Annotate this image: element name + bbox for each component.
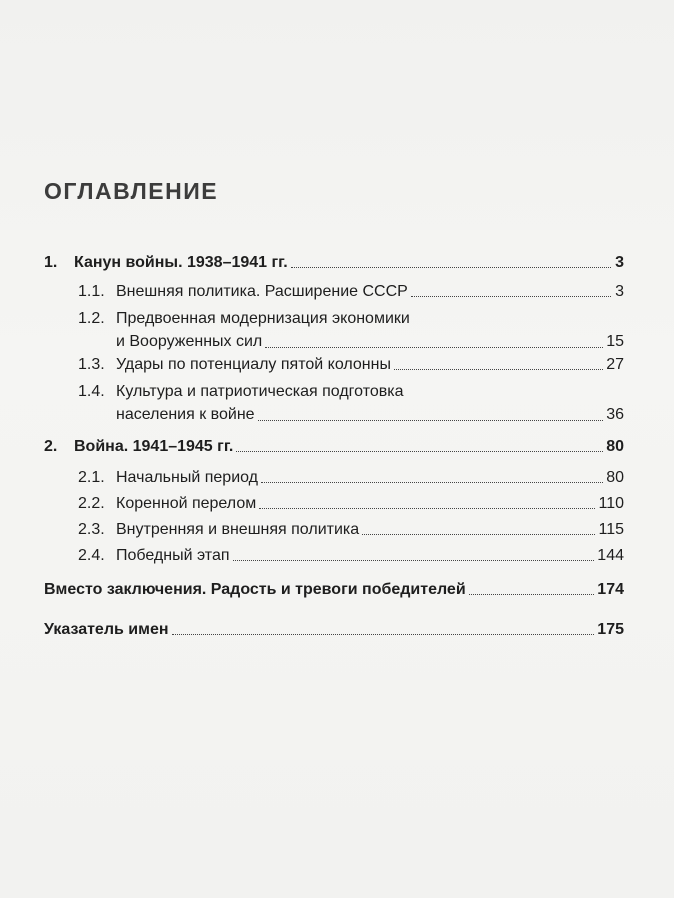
section-number: 1.1. [78,283,105,300]
page-number: 15 [606,333,624,350]
page-number: 80 [606,469,624,486]
page-number: 144 [597,547,624,564]
page-number: 110 [598,495,624,512]
section-title: Удары по потенциалу пятой колонны [116,356,391,373]
index-title: Указатель имен [44,621,169,638]
page-number: 27 [606,356,624,373]
section-number: 1.4. [78,383,105,400]
dot-leader [233,560,595,561]
page-number: 36 [606,406,624,423]
chapter-number: 2. [44,438,58,455]
toc-index[interactable] [44,620,624,640]
dot-leader [236,451,603,452]
chapter-title: Канун войны. 1938–1941 гг. [74,254,288,271]
dot-leader [469,594,595,595]
conclusion-title: Вместо заключения. Радость и тревоги победителей [44,581,466,598]
dot-leader [172,634,595,635]
section-title: Внешняя политика. Расширение СССР [116,283,408,300]
page-number: 80 [606,438,624,455]
section-title: Победный этап [116,547,230,564]
section-number: 2.4. [78,547,105,564]
page-number: 3 [615,254,624,271]
dot-leader [394,369,603,370]
section-title: Начальный период [116,469,259,486]
page-title: ОГЛАВЛЕНИЕ [44,178,219,204]
section-title: Внутренняя и внешняя политика [116,521,360,538]
page-number: 115 [598,521,624,538]
dot-leader [259,508,595,509]
toc-section-1-4[interactable] [44,380,624,426]
section-title-line1: Предвоенная модернизация экономики [116,310,410,327]
toc-section-1-3[interactable] [44,355,624,375]
section-number: 2.1. [78,469,105,486]
toc-section-2-4[interactable] [44,546,624,566]
section-title: Коренной перелом [116,495,257,512]
dot-leader [411,296,611,297]
section-title-line2: и Вооруженных сил [116,333,263,350]
dot-leader [362,534,595,535]
dot-leader [258,420,604,421]
page-number: 175 [597,621,624,638]
section-number: 2.2. [78,495,105,512]
toc-section-1-2[interactable] [44,307,624,353]
toc-conclusion[interactable] [44,580,624,600]
section-title-line1: Культура и патриотическая подготовка [116,383,404,400]
toc-section-2-2[interactable] [44,494,624,514]
section-title-line2: населения к войне [116,406,255,423]
toc-section-2-3[interactable] [44,520,624,540]
page-number: 3 [615,283,624,300]
dot-leader [291,267,611,268]
chapter-number: 1. [44,254,58,271]
toc-section-1-1[interactable] [44,282,624,302]
section-number: 1.3. [78,356,105,373]
dot-leader [265,347,603,348]
section-number: 1.2. [78,310,105,327]
section-number: 2.3. [78,521,105,538]
toc-chapter-2[interactable] [44,437,624,457]
chapter-title: Война. 1941–1945 гг. [74,438,234,455]
toc-chapter-1[interactable] [44,253,624,273]
dot-leader [261,482,603,483]
toc-section-2-1[interactable] [44,468,624,488]
page-number: 174 [597,581,624,598]
